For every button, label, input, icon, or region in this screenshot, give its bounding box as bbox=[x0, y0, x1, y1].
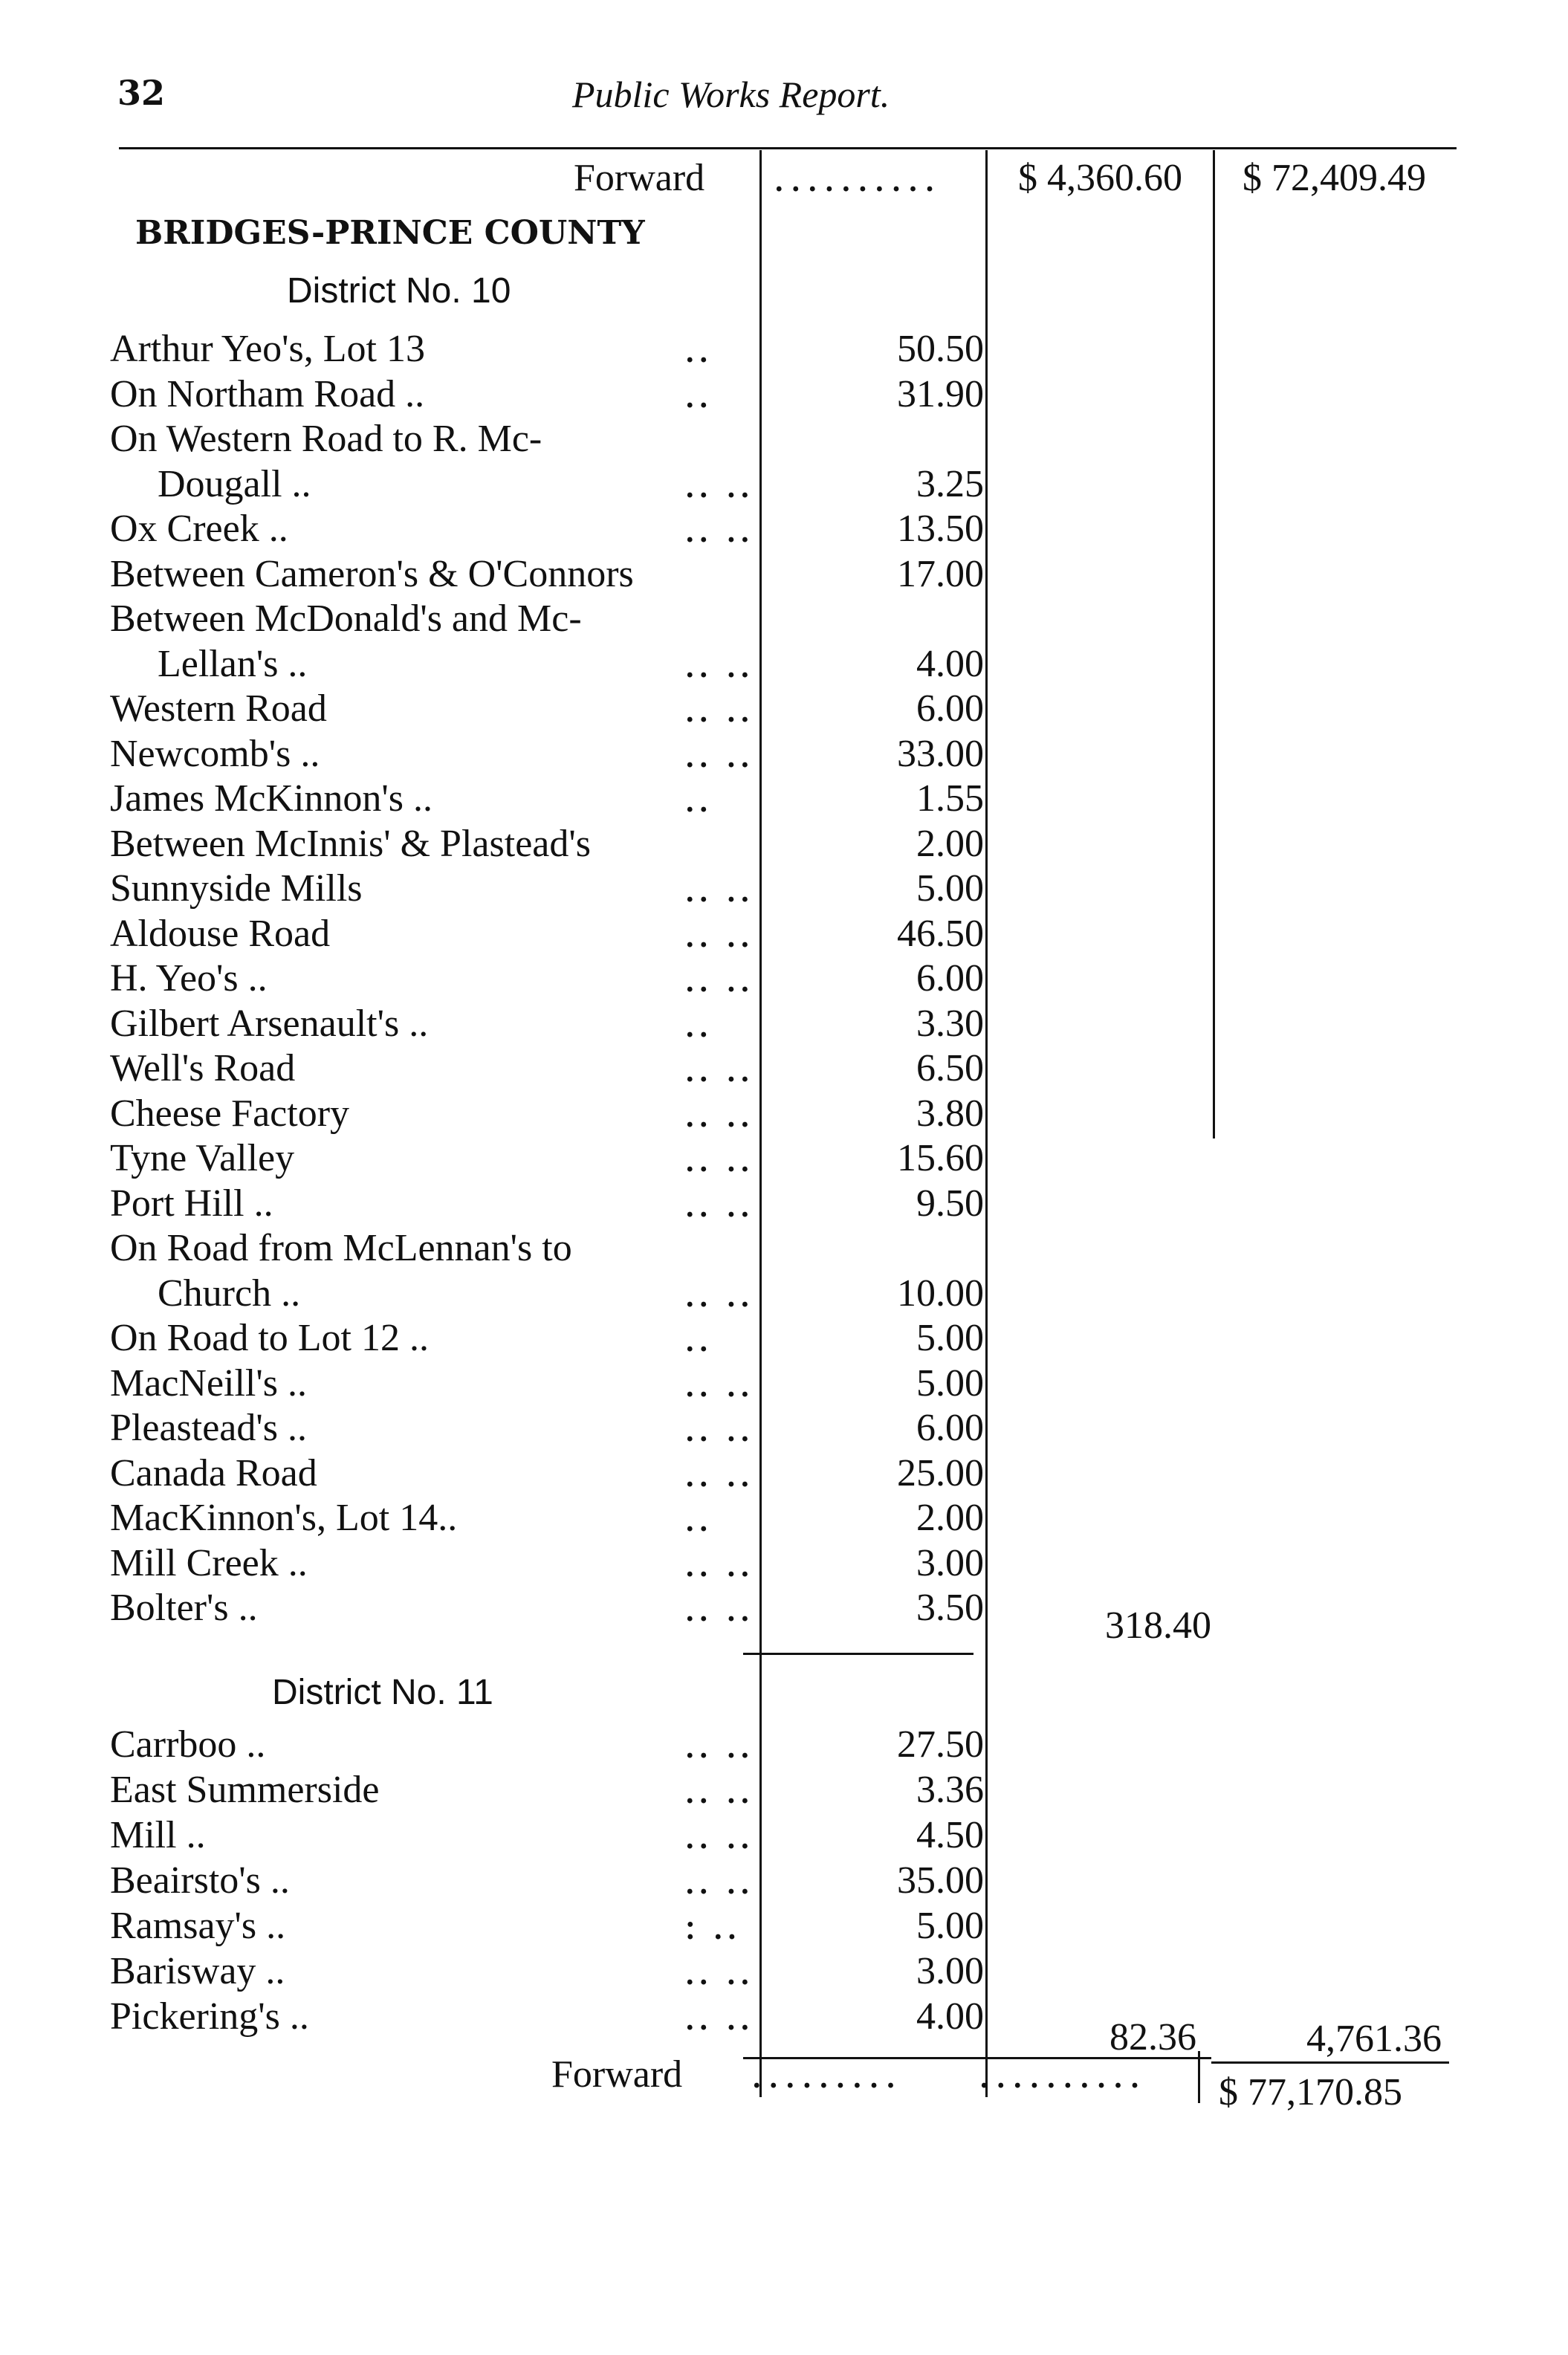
table-row bbox=[0, 822, 1568, 866]
item-amount: 6.00 bbox=[916, 687, 984, 730]
item-leader-dots: .. .. bbox=[684, 461, 753, 507]
item-label: Bolter's .. bbox=[110, 1587, 258, 1629]
district-10-total: 318.40 bbox=[1105, 1604, 1211, 1647]
item-leader-dots: .. bbox=[684, 1316, 712, 1361]
item-label: James McKinnon's .. bbox=[110, 777, 433, 820]
section-title: BRIDGES-PRINCE COUNTY bbox=[135, 214, 645, 252]
table-row bbox=[0, 1316, 1568, 1361]
item-label: Between McDonald's and Mc- bbox=[110, 597, 582, 640]
item-leader-dots: .. .. bbox=[684, 911, 753, 956]
district-10-subtotal-rule bbox=[743, 1653, 973, 1655]
table-row bbox=[0, 642, 1568, 687]
item-leader-dots: .. .. bbox=[684, 956, 753, 1001]
table-row bbox=[0, 1541, 1568, 1586]
table-row bbox=[0, 1723, 1568, 1767]
table-row bbox=[0, 1092, 1568, 1136]
table-row bbox=[0, 1586, 1568, 1630]
item-amount: 6.50 bbox=[916, 1047, 984, 1089]
item-label: Tyne Valley bbox=[110, 1137, 295, 1179]
item-amount: 5.00 bbox=[916, 867, 984, 910]
item-amount: 6.00 bbox=[916, 957, 984, 1000]
item-leader-dots: .. bbox=[684, 327, 712, 372]
table-row bbox=[0, 866, 1568, 911]
item-amount: 3.00 bbox=[916, 1541, 984, 1584]
forward-amount-col3-bottom: $ 77,170.85 bbox=[1219, 2071, 1402, 2113]
item-label: Newcomb's .. bbox=[110, 732, 320, 775]
item-amount: 27.50 bbox=[897, 1723, 984, 1766]
item-label: Cheese Factory bbox=[110, 1092, 350, 1135]
item-amount: 46.50 bbox=[897, 912, 984, 955]
table-row bbox=[0, 1813, 1568, 1858]
item-label: Dougall .. bbox=[158, 462, 311, 505]
item-label: Beairsto's .. bbox=[110, 1859, 290, 1902]
item-label: Western Road bbox=[110, 687, 327, 730]
item-amount: 4.00 bbox=[916, 642, 984, 685]
item-label: Lellan's .. bbox=[158, 642, 308, 685]
item-leader-dots: : .. bbox=[684, 1904, 740, 1949]
table-row bbox=[0, 552, 1568, 597]
item-label: Port Hill .. bbox=[110, 1182, 273, 1225]
item-leader-dots: .. .. bbox=[684, 1406, 753, 1451]
table-row bbox=[0, 912, 1568, 956]
item-label: H. Yeo's .. bbox=[110, 957, 268, 1000]
page-number: 32 bbox=[117, 73, 166, 113]
table-row bbox=[0, 1002, 1568, 1046]
table-row bbox=[0, 597, 1568, 641]
item-label: Sunnyside Mills bbox=[110, 867, 363, 910]
item-label: MacKinnon's, Lot 14.. bbox=[110, 1497, 458, 1539]
item-amount: 2.00 bbox=[916, 1497, 984, 1539]
table-row bbox=[0, 1496, 1568, 1541]
table-row bbox=[0, 1226, 1568, 1271]
item-label: Gilbert Arsenault's .. bbox=[110, 1002, 429, 1045]
table-row bbox=[0, 1451, 1568, 1496]
table-row bbox=[0, 327, 1568, 372]
table-row bbox=[0, 507, 1568, 551]
table-row bbox=[0, 1949, 1568, 1994]
table-row bbox=[0, 1859, 1568, 1903]
item-label: On Western Road to R. Mc- bbox=[110, 418, 542, 460]
item-amount: 3.80 bbox=[916, 1092, 984, 1135]
district-11-total: 82.36 bbox=[1109, 2016, 1196, 2058]
table-row bbox=[0, 1046, 1568, 1091]
forward-leader-top: .......... bbox=[773, 156, 941, 201]
table-row bbox=[0, 687, 1568, 731]
item-amount: 25.00 bbox=[897, 1451, 984, 1494]
item-amount: 35.00 bbox=[897, 1859, 984, 1902]
item-amount: 13.50 bbox=[897, 508, 984, 550]
item-leader-dots: .. bbox=[684, 1001, 712, 1046]
forward-leader-bottom-2: .......... bbox=[978, 2053, 1146, 2097]
item-label: Mill .. bbox=[110, 1814, 206, 1856]
forward-label-top: Forward bbox=[574, 157, 705, 199]
table-row bbox=[0, 1406, 1568, 1451]
item-leader-dots: .. .. bbox=[684, 866, 753, 911]
district-11-title: District No. 11 bbox=[272, 1673, 493, 1712]
item-leader-dots: .. .. bbox=[684, 1859, 753, 1903]
item-label: Between Cameron's & O'Connors bbox=[110, 552, 634, 595]
table-row bbox=[0, 777, 1568, 821]
item-leader-dots: .. .. bbox=[684, 507, 753, 551]
item-leader-dots: .. .. bbox=[684, 1271, 753, 1316]
table-row bbox=[0, 462, 1568, 507]
item-amount: 33.00 bbox=[897, 732, 984, 775]
forward-amount-col3-top: $ 72,409.49 bbox=[1243, 157, 1426, 199]
item-leader-dots: .. .. bbox=[684, 1586, 753, 1630]
item-leader-dots: .. bbox=[684, 1496, 712, 1541]
item-amount: 2.00 bbox=[916, 822, 984, 865]
table-row bbox=[0, 956, 1568, 1001]
table-row bbox=[0, 372, 1568, 417]
item-amount: 50.50 bbox=[897, 328, 984, 370]
item-leader-dots: .. bbox=[684, 372, 712, 417]
item-leader-dots: .. .. bbox=[684, 1541, 753, 1586]
table-row bbox=[0, 1768, 1568, 1813]
item-amount: 4.00 bbox=[916, 1995, 984, 2038]
item-leader-dots: .. .. bbox=[684, 1091, 753, 1136]
item-leader-dots: .. .. bbox=[684, 687, 753, 731]
item-leader-dots: .. bbox=[684, 777, 712, 821]
item-amount: 3.25 bbox=[916, 462, 984, 505]
forward-leader-bottom-1: ......... bbox=[751, 2053, 901, 2097]
item-label: MacNeill's .. bbox=[110, 1361, 307, 1405]
item-amount: 31.90 bbox=[897, 372, 984, 415]
item-amount: 9.50 bbox=[916, 1182, 984, 1225]
item-label: On Road to Lot 12 .. bbox=[110, 1317, 429, 1359]
item-amount: 3.30 bbox=[916, 1002, 984, 1045]
item-amount: 3.50 bbox=[916, 1587, 984, 1629]
item-amount: 1.55 bbox=[916, 777, 984, 820]
forward-amount-col2-top: $ 4,360.60 bbox=[1018, 157, 1182, 199]
table-row bbox=[0, 1361, 1568, 1406]
item-label: Mill Creek .. bbox=[110, 1541, 308, 1584]
item-amount: 5.00 bbox=[916, 1905, 984, 1947]
table-row bbox=[0, 732, 1568, 777]
running-title: Public Works Report. bbox=[572, 74, 890, 115]
item-label: Aldouse Road bbox=[110, 912, 331, 955]
item-leader-dots: .. .. bbox=[684, 1995, 753, 2039]
item-amount: 3.36 bbox=[916, 1769, 984, 1811]
table-row bbox=[0, 1272, 1568, 1316]
item-leader-dots: .. .. bbox=[684, 1181, 753, 1226]
county-total: 4,761.36 bbox=[1306, 2018, 1442, 2060]
table-row bbox=[0, 1182, 1568, 1226]
header-rule bbox=[119, 147, 1457, 149]
table-row bbox=[0, 1904, 1568, 1949]
item-label: Church .. bbox=[158, 1272, 301, 1315]
item-label: Well's Road bbox=[110, 1047, 296, 1089]
table-row bbox=[0, 417, 1568, 461]
item-label: Ramsay's .. bbox=[110, 1905, 286, 1947]
item-leader-dots: .. .. bbox=[684, 1136, 753, 1181]
item-amount: 4.50 bbox=[916, 1814, 984, 1856]
item-label: Pickering's .. bbox=[110, 1995, 309, 2038]
item-amount: 15.60 bbox=[897, 1137, 984, 1179]
item-label: Canada Road bbox=[110, 1451, 317, 1494]
item-amount: 6.00 bbox=[916, 1407, 984, 1449]
item-leader-dots: .. .. bbox=[684, 1723, 753, 1767]
item-label: East Summerside bbox=[110, 1769, 380, 1811]
item-leader-dots: .. .. bbox=[684, 1451, 753, 1496]
item-leader-dots: .. .. bbox=[684, 1046, 753, 1091]
item-amount: 5.00 bbox=[916, 1317, 984, 1359]
district-10-title: District No. 10 bbox=[287, 271, 511, 311]
item-leader-dots: .. .. bbox=[684, 1813, 753, 1858]
item-leader-dots: .. .. bbox=[684, 1768, 753, 1813]
item-label: On Road from McLennan's to bbox=[110, 1227, 572, 1269]
item-label: Carrboo .. bbox=[110, 1723, 266, 1766]
bottom-rule-col3 bbox=[1211, 2061, 1449, 2064]
item-label: Between McInnis' & Plastead's bbox=[110, 822, 591, 865]
item-label: Barisway .. bbox=[110, 1950, 285, 1992]
item-amount: 5.00 bbox=[916, 1361, 984, 1405]
item-leader-dots: .. .. bbox=[684, 1949, 753, 1994]
item-leader-dots: .. .. bbox=[684, 731, 753, 777]
item-amount: 17.00 bbox=[897, 552, 984, 595]
item-label: On Northam Road .. bbox=[110, 372, 425, 415]
item-amount: 3.00 bbox=[916, 1950, 984, 1992]
item-amount: 10.00 bbox=[897, 1272, 984, 1315]
item-label: Ox Creek .. bbox=[110, 508, 288, 550]
item-label: Pleastead's .. bbox=[110, 1407, 307, 1449]
item-leader-dots: .. .. bbox=[684, 1361, 753, 1406]
item-label: Arthur Yeo's, Lot 13 bbox=[110, 328, 425, 370]
forward-label-bottom: Forward bbox=[551, 2053, 683, 2096]
table-row bbox=[0, 1136, 1568, 1181]
item-leader-dots: .. .. bbox=[684, 641, 753, 687]
